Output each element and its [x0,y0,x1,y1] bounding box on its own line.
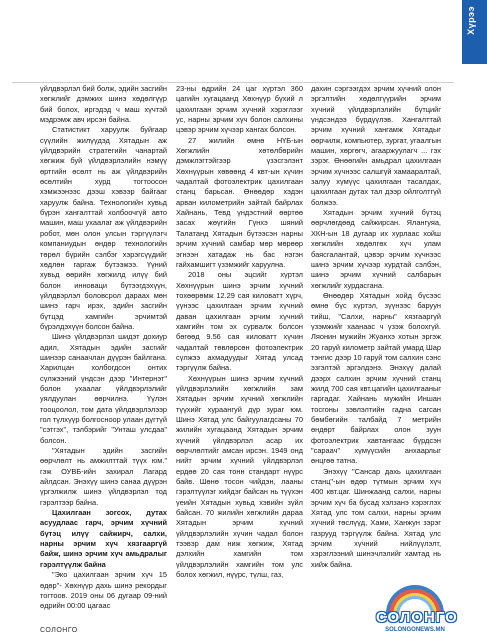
paragraph: Цахилгаан зогсох, дутах асуудлаас гарч, эрчим хүчний бүтэц илүү сайжирч, салхи, нарны эрчим хүч хязгааргүй байж, шинэ эрчим хүч амьдралыг гэрэлтүүлж байна [40,508,167,569]
solongo-logo [376,585,458,635]
paragraph: Хятадын эрчим хүчний бүтэц өөрчлөгдөөд сайжирсан. Ялангуяа, ХКН-ын 18 дугаар их хурлаас хойш хөгжлийн хөдөлгөх хүч улам баясгалантай, цэвэр эрчим хүчнээс шинэ эрчим хүчээр хурдтай сэлбэн, шинэ эрчим хүчний салбарын хөгжлийг хурдасгана. [311,208,441,290]
paragraph: 2018 оны эцсийг хүртэл Хөхнүүрын шинэ эрчим хүчний тохөөрөмж 12.29 сая киловатт хүрч, үүнээс цахилгаан эрчим хүчний даван цахилгаан эрчим хүчний хамгийн том эх сурвалж болсон бөгөөд 9.56 сая киловатт хүчин чадалтай төвлөрсөн фотоэлектрик сүлжээ ахмадуудыг Хятад улсад тэргүүлж байна. [176,270,303,373]
footer-title: СОЛОНГО [40,627,78,634]
paragraph: 27 жилийн өмнө НҮБ-ын Хөгжлийн хөтөлбөрийн дэмжлэгтэйгээр үзэсгэлэнт Хөхнүүрын хөвөөнд 4 квт-ын хүчин чадалтай фотоэлектрик цахилгаан станц барьсан. Өнөөдөр хэдэн арван километрийн зайтай байрлах Хайнань, Тевд үндэстний өөртөө засах жөүгийн Гүнхэ шяний Талатанд Хятадын бүтээсэн нарны эрчим хүчний самбар мөр мөрөөр эгнээн хатадаж нь бас нэгэн гайхамшигт үзэмжийг харуулна. [176,135,303,269]
logo-url: SOLONGONEWS.MN [385,627,445,633]
logo-word: СОЛОНГО [376,609,458,626]
text-column-3 [311,84,441,570]
paragraph: Өнөөдөр Хятадын хойд бүсээс өмнө бүс хүртэл, зүүнээс баруун тийш, "Салхи, нарны" хязгааргүй үзэмжийг хаанаас ч үзэж болохгүй. Ляонин мужийн Жуанхэ хотын эргэж 20 гаруй километр зайтай умард Шар тэнгис дээр 10 гаруй том салхин сэнс эзгэлтэй эргэлдэнэ. Энэхүү далай дээрх салхин эрчим хүчний станц жилд 700 сая квт.цагийн цахилгааныг гаргадаг. Хайнань мужийн Иншан тосгоны зэвлэлтийн гадна сагсан бөмбөгийн талбайд 7 метрийн өндөрт байрлах олон зуун фотоэлектрик хавтангаас бүрдсэн "сараач" хүмүүсийн анхаарлыг өнцгөө татна. [311,290,441,466]
paragraph: "Хятадын эдийн засгийн өөрчлөлт нь амжилттай түүх юм." гэж ОУВБ-ийн захирал Лагард айлдсан. Энэхүү шинэ санаа дүүрэн үргэлжилж шинэ үйлдвэрлэл тод гэрэлтээр байна. [40,446,167,507]
paragraph: 23-ны өдрийн 24 цаг хүртэл 360 цагийн хугацаанд Хөхнүүр бүхий л цахилгаан эрчим хүчний хэрэглээг ус, нарны эрчим хүч болон салхины цэвэр эрчим хүчээр хангах болсон. [176,84,303,135]
paragraph: Шинэ үйлдвэрлэл шидэт дохиур адил, Хятадын эдийн засгийг шинээр санаачлан дүүрэн байлгана. Харилцан холбогдсон онтих сүлжээний үндсэн дээр "Интернэт" болон ухаалаг үйлдвэрлэлийг уялдуулан өөрчилнэ. Үүлэн тооцоолол, том дата үйлдвэрлэлээр гол түлхүүр болгосноор улаан дүгтүй "сэтгэх", тэлбэрийг "Унташ улсдаа" болсон. [40,332,167,445]
text-column-2 [176,84,303,581]
paragraph: үйлдвэрлэл бий болж, эдийн засгийн хөгжлийг дэмжих шинэ хөдөлгүүр бий болох, иргэдэд ч маш хүчтэй мэдрэмж авч ирсэн байна. [40,84,167,125]
paragraph: "Эко цахилгаан эрчим хүч 15 өдөр"- Хөхнүүр дахь шинэ рекордыг тогтоов. 2019 оны 06 дугаар 09-ний өдрийн 00:00 цагаас [40,570,167,611]
side-band [462,0,487,642]
paragraph: Энэхүү "Сансар дахь цахилгаан станц"-ын өдөр түтмын эрчим хүч 400 квт.цаг. Шинжаанд салхи, нарны эрчим хүч ба бусад хэлзанэ хэрэглэх Хятад улс том салхи, нарны эрчим хүчний төслүүд, Хами, Ханжун зэрэг газрууд тэргүүлж байна. Хятад улс эрчим хүчний нийлүүлэлт, хэрэглээний шинэчлэлийг хамтад нь хийж байна. [311,466,441,569]
paragraph: Хөхнүүрын шинэ эрчим хүчний үйлдвэрлэлийн хөгжлийн зам Хятадын эрчим хүчний хөгжлийн түүхийг хураангуй дүр зураг юм. Шинэ Хятад улс байгуулагдсаны 70 жилийн хугацаанд Хятадын эрчим хүчний үйлдвэрлэл асар их өөрчлөлтийг амсан ирсэн. 1949 онд нийт эрчим хүчний үйлдвэрлэл ердөө 20 сая тонн стандарт нүүрс байв. Шөнө тосон чийдэн, лааны гэрэлтүүлэг хийдэг байсан нь түүхэн үеийн Хятадын хувьд хэвийн зүйл байсан. 70 жилийн хөгжлийн дараа Хятадын эрчим хүчний үйлдвэрлэлийн хүчин чадал болон тээвэр дам ниж хөгжиж, Хятад дэлхийн хамгийн том үйлдвэрлэлийн хамгийн том улс болох хөгжил, нүүрс, түлш, газ, [176,373,303,580]
section-tab [462,0,487,64]
paragraph: дахин сэргээгдэх эрчим хүчний олон эргэлтийн хөдөлгүүрийн эрчим хүчний үйлдвэрлэлийн бүтцийг үндсэндээ бүрдүүлэв. Хангалттай эрчим хүчний хангамж Хятадыг өөрчилж, компьютер, зургат, угаалгын машин, хөргөгч, агааржуулагч ... гэх зэрэг. Өнөөгийн амьдрал цахилгаан эрчим хүчнээс салшгүй хамааралтай, залуу хүмүүс цахилгаан тасалдах, цахилгаан дутах тал дээр ойлголтгүй болжээ. [311,84,441,207]
header-rule [12,82,454,83]
paragraph: Статистикт харуулж буйгаар сүүлийн жилүүдэд Хятадын аж үйлдвэрийн стратегийн чанартай хөгжиж буй үйлдвэрлэлийн нэмүү өртгийн өсөлт нь аж үйлдвэрийн өсөлтийн хурд тогтоосон хэмжээнээс дээш хэвээр байгааг харуулж байна. Технологийн хувьд бүрэн хангалттай холбоочгүй авто машин, маш ухаалаг аж үйлдвэрийн робот, мөн олон улсын тэргүүлэгч компаниудын өндөр технологийн төрөл бүрийн сэлбэг хэрэгсүүдийг хөдлөн гаргаж бүтээжээ. Үүний хувьд өөрийн хөгжилд илүү бий болон инноваци бүтээгдэхүүн, үйлдвэрлэл боловсрол дараах мөн шинэ гарч ирэх, эдийн засгийн бүтцэд хамгийн эрчимтэй бүрэлдэхүүн болсон байна. [40,125,167,331]
text-column-1 [40,84,167,612]
section-tab-label: Хүрээ [466,6,476,35]
